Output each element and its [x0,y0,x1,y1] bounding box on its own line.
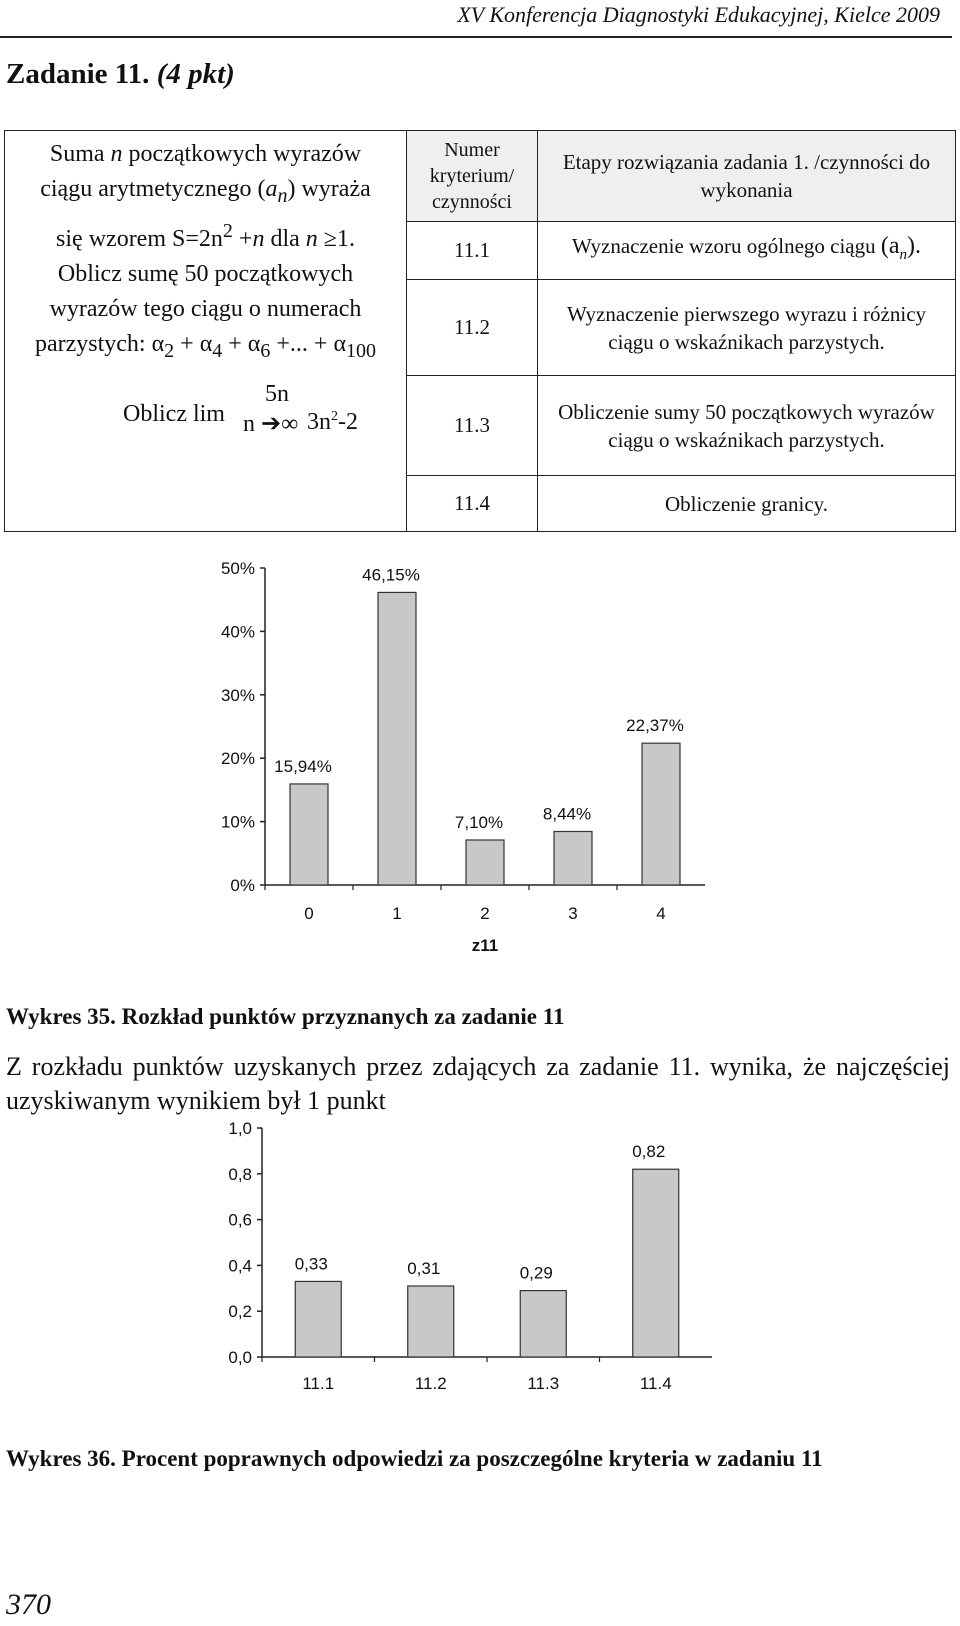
bar [520,1291,566,1357]
limit-expression: Oblicz lim 5n n ➔∞ $3n^2-2$ [123,380,358,437]
data-label: 22,37% [626,716,684,736]
data-label: 8,44% [542,804,592,824]
criterion-number: 11.2 [407,280,538,376]
x-tick-label: 3 [568,904,578,923]
y-tick-label: 20% [220,749,255,769]
running-header: XV Konferencja Diagnostyki Edukacyjnej, Kielce 2009 [457,2,940,27]
bar [378,592,416,885]
bar [408,1286,454,1357]
chart35-caption: Wykres 35. Rozkład punktów przyznanych za zadanie 11 [6,1004,565,1029]
bar [633,1169,679,1357]
header-criterion-number: Numer kryterium/ czynności [407,131,538,222]
x-tick-label: 0 [304,904,314,923]
bar [642,743,680,885]
data-label: 0,82 [632,1142,666,1162]
criterion-description: Wyznaczenie pierwszego wyrazu i różnicy ciągu o wskaźnikach parzystych. [538,280,956,376]
task-title: Zadanie 11. (4 pkt) [6,58,235,90]
bar [290,784,328,885]
data-label: 46,15% [362,565,420,585]
x-tick-label: 11.1 [302,1374,335,1393]
criterion-number: 11.3 [407,376,538,476]
chart-criteria-correct [0,1120,960,1420]
y-tick-label: 0,6 [228,1210,252,1230]
task-statement: Suma n początkowych wyrazów ciągu arytmetycznego $(a_n)$ wyraża się wzorem $S=2n^2 +n$ dla n ≥1. Oblicz sumę 50 początkowych wyrazów tego ciągu o numerach parzystych: $\alpha_2 + \alpha_4 + \alpha_6$ +... + $\alpha_{100}$ [34,141,377,362]
y-tick-label: 0,0 [228,1348,252,1367]
criterion-number: 11.1 [407,222,538,280]
x-tick-label: 11.2 [414,1374,447,1393]
y-tick-label: 0,4 [228,1256,252,1276]
task-statement-cell [5,131,407,532]
y-tick-label: 1,0 [228,1120,252,1138]
x-tick-label: 11.4 [639,1374,672,1393]
y-tick-label: 30% [220,685,255,705]
y-tick-label: 0,2 [228,1302,252,1322]
criterion-number: 11.4 [407,476,538,532]
data-label: 15,94% [274,756,332,776]
y-tick-label: 0% [230,876,255,895]
x-tick-label: 2 [480,904,490,923]
chart36-caption: Wykres 36. Procent poprawnych odpowiedzi za poszczególne kryteria w zadaniu 11 [6,1446,823,1471]
chart-points-distribution [0,560,960,1000]
y-tick-label: 10% [220,812,255,832]
summary-paragraph: Z rozkładu punktów uzyskanych przez zdających za zadanie 11. wynika, że najczęściej uzyskiwanym wynikiem był 1 punkt [6,1052,950,1115]
x-tick-label: 1 [392,904,402,923]
page-number: 370 [6,1588,51,1621]
criterion-description: Obliczenie granicy. [538,476,956,532]
header-solution-steps: Etapy rozwiązania zadania 1. /czynności do wykonania [538,131,956,222]
y-tick-label: 50% [220,560,255,578]
data-label: 0,29 [519,1263,553,1283]
y-tick-label: 40% [220,622,255,642]
header-rule [0,36,952,38]
bar [554,831,592,885]
y-tick-label: 0,8 [228,1164,252,1184]
x-tick-label: 4 [656,904,666,923]
criteria-table [4,130,956,532]
data-label: 0,33 [294,1254,328,1274]
criterion-description: Wyznaczenie wzoru ogólnego ciągu $(a_n)$. [538,222,956,280]
data-label: 7,10% [454,812,504,832]
bar [295,1281,341,1357]
criterion-description: Obliczenie sumy 50 początkowych wyrazów ciągu o wskaźnikach parzystych. [538,376,956,476]
bar [466,840,504,885]
x-axis-title: z11 [471,936,499,955]
x-tick-label: 11.3 [527,1374,560,1393]
data-label: 0,31 [407,1259,441,1279]
